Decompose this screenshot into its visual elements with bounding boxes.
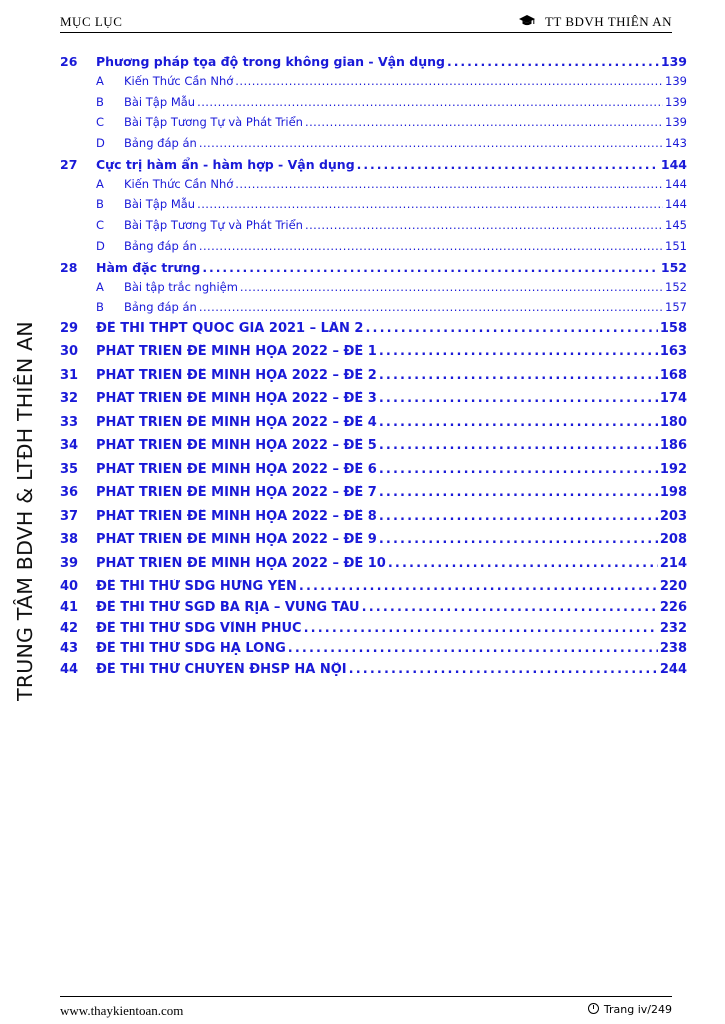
toc-letter: C (96, 115, 105, 130)
toc-subsection-row[interactable] (60, 239, 687, 260)
toc-leader-dots (379, 438, 658, 453)
toc-title: Kiến Thức Cần Nhớ (124, 176, 234, 191)
toc-page: 198 (659, 485, 687, 501)
toc-chapter-row[interactable] (60, 260, 687, 280)
toc-title: Bảng đáp án (124, 136, 197, 151)
toc-title: ĐỀ THI THỬ CHUYÊN ĐHSP HÀ NỘI (96, 661, 347, 677)
toc-number: 36 (60, 485, 79, 501)
toc-leader-dots (379, 485, 658, 500)
toc-title: ĐỀ THI THỬ SDG VĨNH PHÚC (96, 620, 302, 636)
toc-title: Kiến Thức Cần Nhớ (124, 74, 234, 88)
toc-leader-dots (379, 344, 658, 359)
toc-chapter-row[interactable] (60, 621, 687, 642)
toc-leader-dots (197, 197, 663, 211)
toc-title: Hàm đặc trưng (96, 259, 201, 275)
toc-number: 39 (60, 555, 79, 571)
toc-page: 144 (665, 176, 687, 191)
toc-letter: D (96, 238, 105, 253)
toc-page: 238 (659, 641, 687, 657)
toc-page: 232 (659, 620, 687, 636)
toc-chapter-row[interactable] (60, 321, 687, 345)
toc-chapter-row[interactable] (60, 532, 687, 556)
toc-chapter-row[interactable] (60, 641, 687, 662)
side-watermark-text: TRUNG TÂM BDVH & LTĐH THIÊN AN (13, 321, 37, 701)
toc-number: 34 (60, 438, 79, 454)
toc-leader-dots (379, 462, 658, 477)
toc-leader-dots (304, 621, 658, 636)
toc-number: 40 (60, 579, 79, 595)
toc-leader-dots (379, 391, 658, 406)
toc-title: ĐỀ THI THỬ SDG HƯNG YÊN (96, 579, 297, 595)
toc-title: Bài Tập Mẫu (124, 197, 196, 212)
toc-subsection-row[interactable] (60, 74, 687, 95)
toc-number: 26 (60, 54, 78, 69)
toc-title: ĐỀ THI THỬ SGD BÀ RỊA – VŨNG TÀU (96, 599, 360, 615)
toc-title: PHÁT TRIỂN ĐỀ MINH HỌA 2022 – ĐỀ 2 (96, 367, 377, 383)
toc-title: PHÁT TRIỂN ĐỀ MINH HỌA 2022 – ĐỀ 3 (96, 391, 377, 407)
toc-number: 43 (60, 641, 79, 657)
toc-leader-dots (199, 239, 663, 253)
footer-page-text: Trang iv/249 (603, 1003, 672, 1016)
toc-leader-dots (235, 74, 663, 88)
toc-title: PHÁT TRIỂN ĐỀ MINH HỌA 2022 – ĐỀ 1 (96, 344, 377, 360)
clock-icon (588, 1003, 599, 1014)
toc-subsection-row[interactable] (60, 95, 687, 116)
toc-chapter-row[interactable] (60, 415, 687, 439)
toc-chapter-row[interactable] (60, 438, 687, 462)
toc-title: PHÁT TRIỂN ĐỀ MINH HỌA 2022 – ĐỀ 6 (96, 461, 377, 477)
toc-leader-dots (362, 600, 658, 615)
toc-leader-dots (447, 54, 659, 69)
toc-page: 174 (659, 391, 687, 407)
toc-page: 151 (665, 238, 687, 253)
toc-chapter-row[interactable] (60, 391, 687, 415)
toc-chapter-row[interactable] (60, 579, 687, 600)
toc-page: 139 (665, 94, 687, 109)
toc-page: 208 (659, 532, 687, 548)
toc-chapter-row[interactable] (60, 556, 687, 580)
toc-page: 186 (659, 438, 687, 454)
toc-number: 42 (60, 620, 79, 636)
toc-title: PHÁT TRIỂN ĐỀ MINH HỌA 2022 – ĐỀ 5 (96, 438, 377, 454)
toc-title: Bài Tập Tương Tự và Phát Triển (124, 115, 303, 130)
toc-letter: D (96, 136, 105, 151)
toc-number: 41 (60, 599, 79, 615)
toc-title: PHÁT TRIỂN ĐỀ MINH HỌA 2022 – ĐỀ 4 (96, 414, 377, 430)
toc-number: 30 (60, 344, 79, 360)
toc-title: PHÁT TRIỂN ĐỀ MINH HỌA 2022 – ĐỀ 8 (96, 508, 377, 524)
toc-title: Bài tập trắc nghiệm (124, 279, 238, 294)
toc-title: PHÁT TRIỂN ĐỀ MINH HỌA 2022 – ĐỀ 9 (96, 532, 377, 548)
toc-page: 143 (665, 136, 687, 151)
toc-letter: A (96, 176, 104, 191)
toc-leader-dots (388, 556, 658, 571)
toc-leader-dots (197, 95, 663, 109)
toc-title: ĐỀ THI THỬ SDG HẠ LONG (96, 641, 286, 657)
footer-page-number (588, 1003, 672, 1016)
footer-website[interactable]: www.thaykientoan.com (60, 1003, 184, 1018)
toc-letter: B (96, 197, 104, 212)
toc-subsection-row[interactable] (60, 218, 687, 239)
toc-title: PHÁT TRIỂN ĐỀ MINH HỌA 2022 – ĐỀ 7 (96, 485, 377, 501)
header-brand (519, 14, 672, 30)
toc-leader-dots (202, 260, 659, 275)
toc-number: 35 (60, 461, 79, 477)
toc-letter: B (96, 94, 104, 109)
toc-chapter-row[interactable] (60, 344, 687, 368)
toc-page: 157 (665, 300, 687, 315)
toc-title: ĐỀ THI THPT QUỐC GIA 2021 – LẦN 2 (96, 320, 364, 336)
toc-number: 32 (60, 391, 79, 407)
toc-chapter-row[interactable] (60, 509, 687, 533)
toc-chapter-row[interactable] (60, 485, 687, 509)
toc-chapter-row[interactable] (60, 54, 687, 74)
toc-page: 152 (660, 259, 687, 275)
toc-title: PHÁT TRIỂN ĐỀ MINH HỌA 2022 – ĐỀ 10 (96, 555, 386, 571)
toc-page: 168 (659, 367, 687, 383)
toc-page: 214 (659, 555, 687, 571)
graduation-cap-icon (519, 14, 539, 29)
toc-leader-dots (199, 300, 663, 314)
toc-leader-dots (288, 641, 658, 656)
toc-leader-dots (305, 218, 663, 232)
toc-leader-dots (235, 177, 663, 191)
toc-title: Phương pháp tọa độ trong không gian - Vận dụng (96, 54, 445, 69)
header-title: MỤC LỤC (60, 14, 123, 29)
toc-page: 144 (665, 197, 687, 212)
toc-leader-dots (379, 532, 658, 547)
table-of-contents (60, 54, 687, 682)
toc-page: 152 (665, 279, 687, 294)
toc-page: 203 (659, 508, 687, 524)
toc-title: Bảng đáp án (124, 300, 197, 315)
toc-number: 27 (60, 156, 78, 172)
toc-leader-dots (349, 662, 658, 677)
toc-leader-dots (299, 579, 658, 594)
toc-page: 226 (659, 599, 687, 615)
page-footer (60, 996, 672, 1018)
toc-number: 38 (60, 532, 79, 548)
toc-number: 29 (60, 320, 79, 336)
toc-page: 145 (665, 218, 687, 233)
toc-page: 158 (659, 320, 687, 336)
toc-page: 220 (659, 579, 687, 595)
toc-chapter-row[interactable] (60, 462, 687, 486)
toc-chapter-row[interactable] (60, 368, 687, 392)
toc-subsection-row[interactable] (60, 300, 687, 321)
toc-leader-dots (305, 115, 663, 129)
toc-number: 33 (60, 414, 79, 430)
toc-number: 37 (60, 508, 79, 524)
toc-leader-dots (240, 280, 663, 294)
toc-page: 139 (665, 74, 687, 88)
toc-subsection-row[interactable] (60, 280, 687, 301)
toc-leader-dots (379, 415, 658, 430)
toc-page: 144 (660, 156, 687, 172)
page-header (60, 12, 672, 33)
toc-subsection-row[interactable] (60, 197, 687, 218)
toc-leader-dots (379, 509, 658, 524)
toc-chapter-row[interactable] (60, 157, 687, 177)
toc-leader-dots (379, 368, 658, 383)
toc-number: 28 (60, 259, 78, 275)
toc-leader-dots (199, 136, 663, 150)
toc-title: Bảng đáp án (124, 238, 197, 253)
toc-title: Bài Tập Tương Tự và Phát Triển (124, 218, 303, 233)
toc-number: 31 (60, 367, 79, 383)
toc-leader-dots (357, 157, 659, 172)
toc-subsection-row[interactable] (60, 115, 687, 136)
toc-subsection-row[interactable] (60, 136, 687, 157)
toc-title: Cực trị hàm ẩn - hàm hợp - Vận dụng (96, 156, 355, 172)
toc-page: 139 (660, 54, 687, 69)
toc-letter: C (96, 218, 105, 233)
toc-letter: A (96, 74, 104, 88)
toc-page: 192 (659, 461, 687, 477)
toc-page: 139 (665, 115, 687, 130)
toc-page: 180 (659, 414, 687, 430)
toc-chapter-row[interactable] (60, 600, 687, 621)
toc-chapter-row[interactable] (60, 662, 687, 683)
toc-letter: A (96, 279, 104, 294)
toc-leader-dots (365, 321, 657, 336)
header-brand-text: TT BDVH THIÊN AN (544, 14, 672, 29)
toc-subsection-row[interactable] (60, 177, 687, 198)
toc-page: 244 (659, 661, 687, 677)
toc-number: 44 (60, 661, 79, 677)
toc-title: Bài Tập Mẫu (124, 94, 196, 109)
toc-letter: B (96, 300, 104, 315)
toc-page: 163 (659, 344, 687, 360)
